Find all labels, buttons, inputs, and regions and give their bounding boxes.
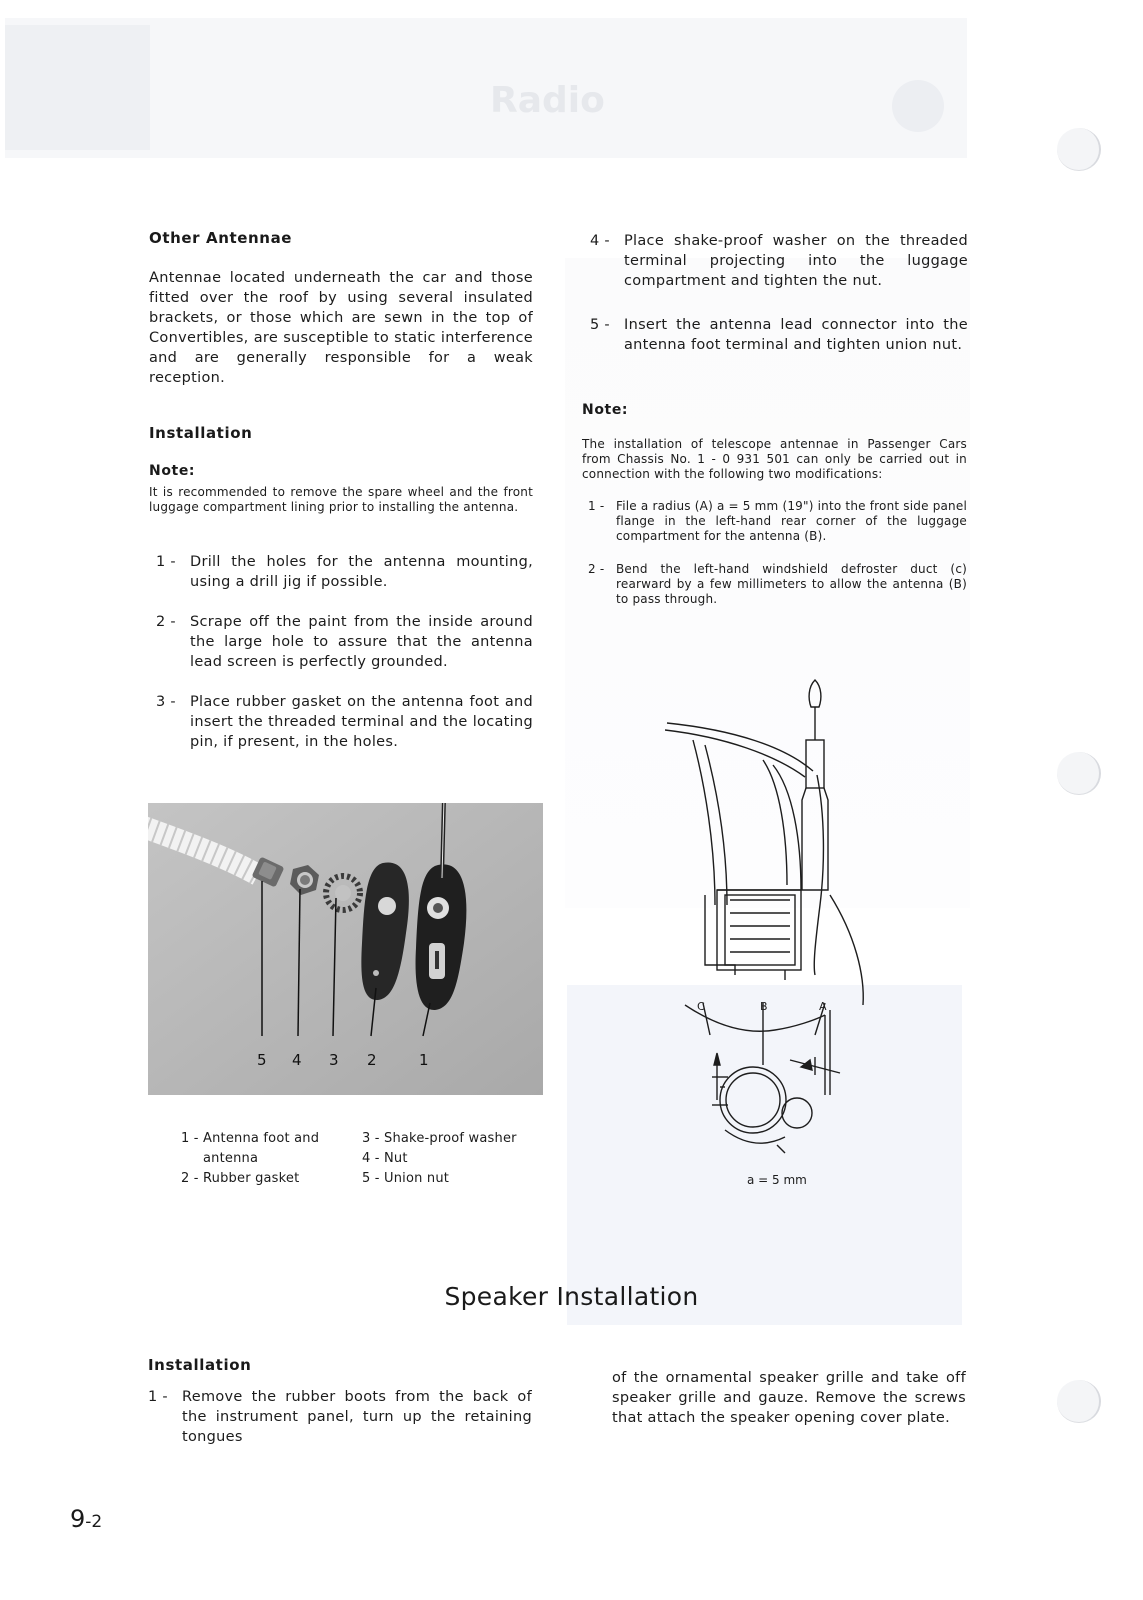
install-step bbox=[590, 315, 968, 355]
modification-step bbox=[588, 562, 967, 607]
step-text: Place rubber gasket on the antenna foot and insert the threaded terminal and the locating pin, if present, in the holes. bbox=[190, 694, 533, 750]
other-antennae-text: Antennae located underneath the car and those fitted over the roof by using several insulated brackets, or those which are sewn in the top of Convertibles, are susceptible to static interference and are generally responsible for a weak reception. bbox=[149, 270, 533, 386]
note-heading: Note: bbox=[582, 402, 629, 418]
install-step bbox=[156, 612, 533, 672]
modification-step bbox=[588, 499, 967, 544]
install-step bbox=[156, 692, 533, 752]
step-text: File a radius (A) a = 5 mm (19") into the front side panel flange in the left-hand rear corner of the luggage compartment for the antenna (B). bbox=[616, 499, 967, 543]
photo-legend-col1 bbox=[181, 1129, 331, 1189]
label-c: C bbox=[697, 1000, 705, 1013]
vw-logo-icon bbox=[892, 80, 944, 132]
speaker-step bbox=[148, 1387, 532, 1447]
step-number: 1 - bbox=[156, 554, 176, 570]
step-text: Scrape off the paint from the inside around the large hole to assure that the antenna lead screen is perfectly grounded. bbox=[190, 614, 533, 670]
legend-item: 5 - Union nut bbox=[362, 1171, 450, 1186]
callout-3: 3 bbox=[329, 1051, 339, 1069]
note-text: It is recommended to remove the spare wheel and the front luggage compartment lining prior to installing the antenna. bbox=[149, 485, 533, 514]
note-text: The installation of telescope antennae in Passenger Cars from Chassis No. 1 - 0 931 501 can only be carried out in connection with the following two modifications: bbox=[582, 437, 967, 481]
step-number: 3 - bbox=[156, 694, 176, 710]
antenna-installation-diagram bbox=[665, 675, 875, 1185]
step-number: 1 - bbox=[588, 499, 605, 513]
label-b: B bbox=[760, 1000, 768, 1013]
step-number: 4 - bbox=[590, 233, 610, 249]
photo-legend-col2 bbox=[362, 1129, 542, 1189]
callout-4: 4 bbox=[292, 1051, 302, 1069]
label-a: A bbox=[819, 1000, 827, 1013]
step-text: Remove the rubber boots from the back of the instrument panel, turn up the retaining tongues bbox=[182, 1389, 532, 1445]
legend-item: 2 - Rubber gasket bbox=[181, 1171, 300, 1186]
antenna-parts-photo bbox=[148, 803, 543, 1095]
step-number: 2 - bbox=[588, 562, 605, 576]
legend-item: 4 - Nut bbox=[362, 1151, 408, 1166]
legend-item: 3 - Shake-proof washer bbox=[362, 1131, 517, 1146]
step-text: Insert the antenna lead connector into the antenna foot terminal and tighten union nut. bbox=[624, 317, 968, 353]
speaker-installation-heading: Installation bbox=[148, 1356, 252, 1374]
antenna-parts-illustration bbox=[148, 803, 543, 1095]
install-step bbox=[156, 552, 533, 592]
step-text: Bend the left-hand windshield defroster duct (c) rearward by a few millimeters to allow the antenna (B) to pass through. bbox=[616, 562, 967, 606]
installation-heading: Installation bbox=[149, 424, 253, 442]
legend-item: 1 - Antenna foot and antenna bbox=[181, 1131, 320, 1166]
diagram-caption: a = 5 mm bbox=[747, 1173, 807, 1185]
install-step bbox=[590, 231, 968, 291]
speaker-step-continuation: of the ornamental speaker grille and take off speaker grille and gauze. Remove the screws that attach the speaker opening cover plate. bbox=[612, 1370, 966, 1426]
binder-hole-icon bbox=[1057, 752, 1101, 795]
callout-5: 5 bbox=[257, 1051, 267, 1069]
page-number: 9-2 bbox=[70, 1505, 103, 1533]
step-text: Drill the holes for the antenna mounting, using a drill jig if possible. bbox=[190, 554, 533, 590]
step-number: 1 - bbox=[148, 1389, 168, 1405]
chapter-tab bbox=[5, 25, 150, 150]
callout-2: 2 bbox=[367, 1051, 377, 1069]
speaker-installation-title: Speaker Installation bbox=[444, 1282, 699, 1311]
other-antennae-heading: Other Antennae bbox=[149, 229, 293, 247]
step-text: Place shake-proof washer on the threaded terminal projecting into the luggage compartment and tighten the nut. bbox=[624, 233, 968, 289]
step-number: 2 - bbox=[156, 614, 176, 630]
binder-hole-icon bbox=[1057, 128, 1101, 171]
callout-1: 1 bbox=[419, 1051, 429, 1069]
binder-hole-icon bbox=[1057, 1380, 1101, 1423]
step-number: 5 - bbox=[590, 317, 610, 333]
header-title: Radio bbox=[490, 80, 605, 121]
note-heading: Note: bbox=[149, 463, 196, 479]
